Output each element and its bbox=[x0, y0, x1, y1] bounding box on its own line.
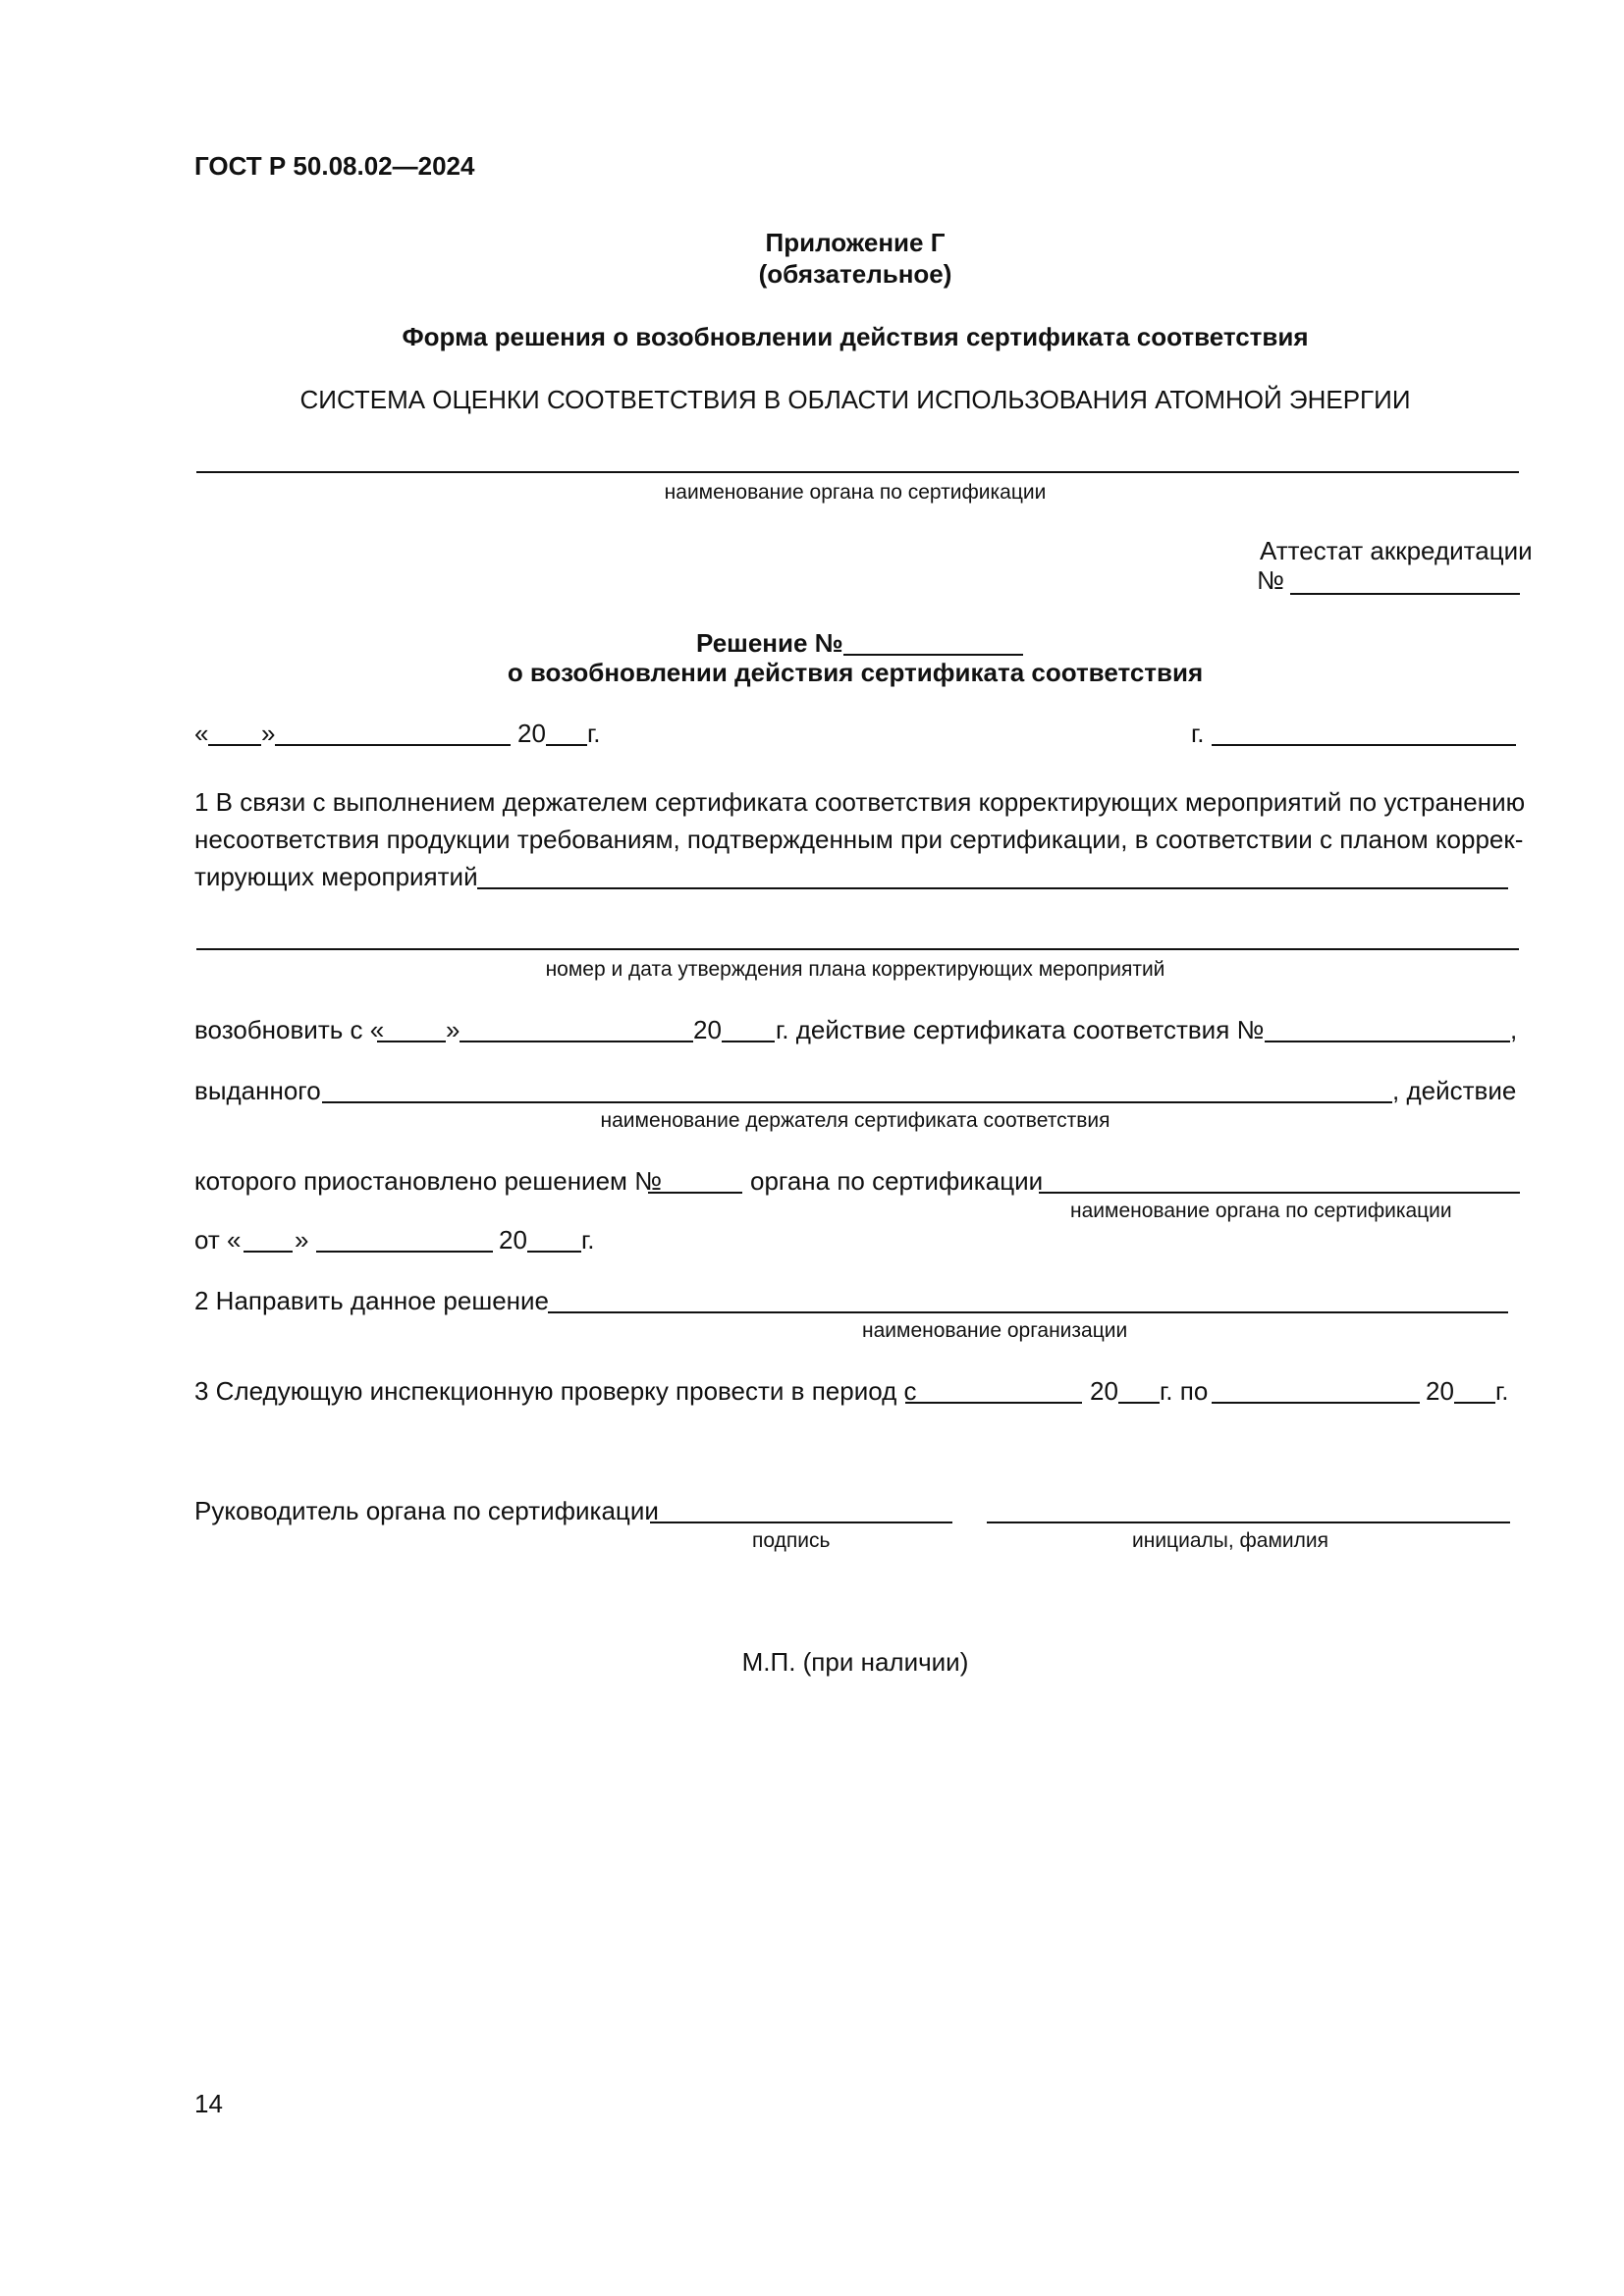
name-field[interactable] bbox=[987, 1522, 1510, 1523]
from-day-field[interactable] bbox=[244, 1251, 293, 1253]
page-number: 14 bbox=[194, 2089, 223, 2118]
cert-body-line bbox=[196, 471, 1519, 473]
from-prefix: от « bbox=[194, 1225, 242, 1255]
suspended-prefix: которого приостановлено решением № bbox=[194, 1166, 663, 1196]
inspection-end-field[interactable] bbox=[1212, 1402, 1420, 1404]
resume-close-quote: » bbox=[446, 1015, 460, 1044]
p2-label: 2 Направить данное решение bbox=[194, 1286, 550, 1315]
from-month-field[interactable] bbox=[316, 1251, 493, 1253]
accreditation-number-sign: № bbox=[1257, 565, 1284, 595]
city-prefix: г. bbox=[1191, 719, 1205, 748]
accreditation-label: Аттестат аккредитации bbox=[1260, 536, 1533, 565]
inspection-end-year-field[interactable] bbox=[1454, 1402, 1495, 1404]
from-year-field[interactable] bbox=[527, 1251, 581, 1253]
resume-prefix: возобновить с « bbox=[194, 1015, 385, 1044]
signature-caption: подпись bbox=[752, 1529, 831, 1552]
plan-field-line1[interactable] bbox=[477, 887, 1508, 889]
suspended-middle: органа по сертификации bbox=[750, 1166, 1044, 1196]
date-day-field[interactable] bbox=[208, 744, 261, 746]
resume-year-prefix: 20 bbox=[693, 1015, 722, 1044]
form-title: Форма решения о возобновлении действия сертификата соответствия bbox=[402, 322, 1309, 351]
appendix-title: Приложение Г bbox=[765, 228, 946, 257]
p3-year1-prefix: 20 bbox=[1090, 1376, 1118, 1406]
p1-line3: тирующих мероприятий bbox=[194, 862, 478, 891]
holder-field[interactable] bbox=[322, 1101, 1392, 1103]
date-year-suffix: г. bbox=[587, 719, 601, 748]
p3-end: г. bbox=[1495, 1376, 1509, 1406]
resume-month-field[interactable] bbox=[460, 1041, 693, 1042]
p1-line2: несоответствия продукции требованиям, подтвержденным при сертификации, в соответствии с планом коррек- bbox=[194, 825, 1524, 854]
date-close-quote: » bbox=[261, 719, 276, 748]
decision-subtitle: о возобновлении действия сертификата соответствия bbox=[507, 658, 1204, 687]
p1-line1: 1 В связи с выполнением держателем сертификата соответствия корректирующих мероприятий по устранению bbox=[194, 787, 1526, 817]
name-caption: инициалы, фамилия bbox=[1132, 1529, 1328, 1552]
date-month-field[interactable] bbox=[275, 744, 511, 746]
p3-prefix: 3 Следующую инспекционную проверку провести в период с bbox=[194, 1376, 917, 1406]
decision-label: Решение № bbox=[696, 628, 843, 658]
inspection-start-field[interactable] bbox=[905, 1402, 1082, 1404]
issued-suffix: , действие bbox=[1392, 1076, 1517, 1105]
resume-year-field[interactable] bbox=[722, 1041, 775, 1042]
signature-field[interactable] bbox=[650, 1522, 952, 1523]
appendix-type: (обязательное) bbox=[758, 259, 952, 289]
cert-body-caption: наименование органа по сертификации bbox=[664, 481, 1047, 504]
suspended-caption: наименование органа по сертификации bbox=[1070, 1200, 1452, 1222]
p3-year2-prefix: 20 bbox=[1426, 1376, 1454, 1406]
p2-caption: наименование организации bbox=[862, 1319, 1128, 1342]
city-field[interactable] bbox=[1212, 744, 1516, 746]
accreditation-number-field[interactable] bbox=[1290, 593, 1520, 595]
resume-middle: г. действие сертификата соответствия № bbox=[776, 1015, 1265, 1044]
issued-label: выданного bbox=[194, 1076, 321, 1105]
from-close-quote: » bbox=[295, 1225, 309, 1255]
standard-code: ГОСТ Р 50.08.02—2024 bbox=[194, 151, 475, 181]
from-year-prefix: 20 bbox=[499, 1225, 527, 1255]
resume-day-field[interactable] bbox=[377, 1041, 446, 1042]
p3-mid: г. по bbox=[1160, 1376, 1209, 1406]
from-year-suffix: г. bbox=[581, 1225, 595, 1255]
holder-caption: наименование держателя сертификата соответствия bbox=[600, 1109, 1110, 1132]
resume-comma: , bbox=[1510, 1015, 1518, 1044]
date-open-quote: « bbox=[194, 719, 209, 748]
date-year-prefix: 20 bbox=[517, 719, 546, 748]
plan-caption: номер и дата утверждения плана корректирующих мероприятий bbox=[545, 958, 1165, 981]
plan-field-line2[interactable] bbox=[196, 948, 1519, 950]
recipient-field[interactable] bbox=[548, 1311, 1508, 1313]
head-label: Руководитель органа по сертификации bbox=[194, 1496, 659, 1525]
suspension-number-field[interactable] bbox=[648, 1192, 742, 1194]
system-name: СИСТЕМА ОЦЕНКИ СООТВЕТСТВИЯ В ОБЛАСТИ ИСПОЛЬЗОВАНИЯ АТОМНОЙ ЭНЕРГИИ bbox=[299, 385, 1411, 414]
decision-number-field[interactable] bbox=[843, 654, 1023, 656]
suspending-body-field[interactable] bbox=[1039, 1192, 1520, 1194]
date-year-field[interactable] bbox=[546, 744, 587, 746]
inspection-start-year-field[interactable] bbox=[1118, 1402, 1160, 1404]
stamp-note: М.П. (при наличии) bbox=[741, 1647, 969, 1677]
certificate-number-field[interactable] bbox=[1265, 1041, 1510, 1042]
